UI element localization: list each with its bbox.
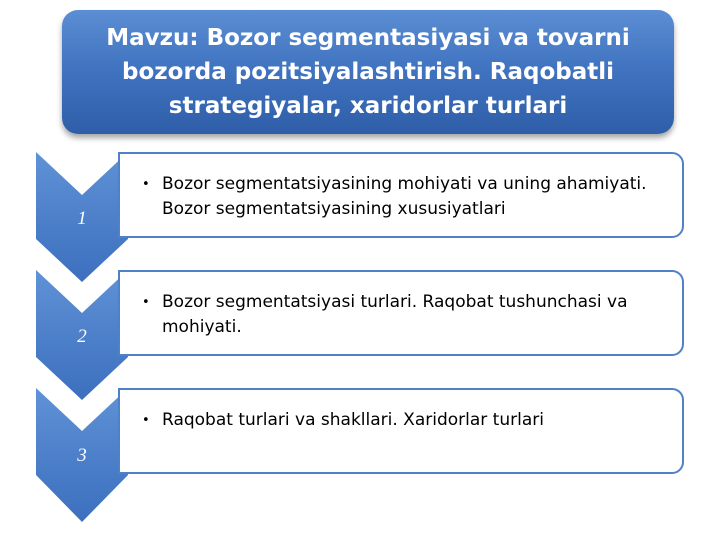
bullet-item [142, 290, 666, 340]
step-card-3 [118, 388, 684, 474]
step-card-2 [118, 270, 684, 356]
bullet-icon: • [142, 177, 150, 192]
bullet-item [142, 408, 666, 433]
step-text-2: Bozor segmentatsiyasi turlari. Raqobat tushunchasi va mohiyati. [162, 292, 628, 337]
bullet-icon: • [142, 413, 150, 428]
step-card-1 [118, 152, 684, 238]
step-number-3: 3 [77, 445, 87, 466]
step-number-2: 2 [77, 326, 87, 347]
step-number-1: 1 [77, 208, 87, 229]
bullet-item [142, 172, 666, 222]
bullet-icon: • [142, 295, 150, 310]
step-text-3: Raqobat turlari va shakllari. Xaridorlar turlari [162, 410, 544, 430]
slide-title: Mavzu: Bozor segmentasiyasi va tovarni bozorda pozitsiyalashtirish. Raqobatli strategiyalar, xaridorlar turlari [106, 25, 630, 119]
step-text-1: Bozor segmentatsiyasining mohiyati va uning ahamiyati. Bozor segmentatsiyasining xususiyatlari [162, 174, 647, 219]
